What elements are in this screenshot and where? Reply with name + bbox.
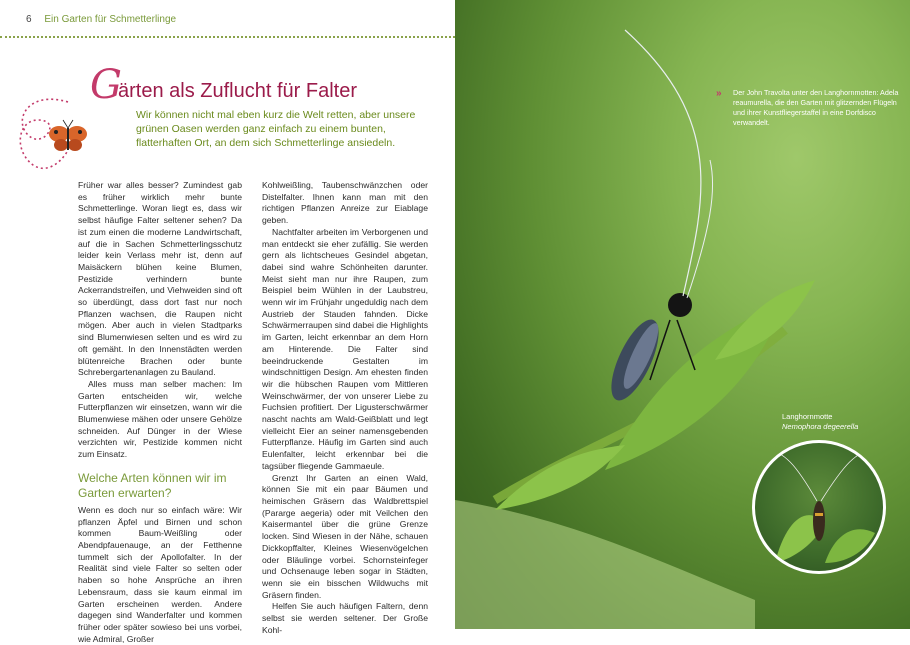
page-number: 6: [26, 14, 32, 25]
article-title: ärten als Zuflucht für Falter: [118, 80, 357, 102]
paragraph: Alles muss man selber machen: Im Garten entscheiden wir, welche Futterpflanzen wir einsetzen, wann wir die Blumenwiese mähen oder unsere Gehölze schneiden. Auf Dünger in der Wiese verzichten wir, Pestizide kommen nicht zum Einsatz.: [78, 378, 242, 460]
paragraph: Kohlweißling, Taubenschwänzchen oder Distelfalter. Ihnen kann man mit den richtigen Pflanzen Anreize zur Eiablage geben.: [262, 180, 428, 226]
paragraph: Wenn es doch nur so einfach wäre: Wir pflanzen Äpfel und Birnen und schon kommen Baum-Weißling oder Abendpfauenauge, an der Fetthenne tummelt sich der Apollofalter. In der Realität sind viele Falter so selten oder haben so hohe Ansprüche an ihren Lebensraum, dass sie kaum einmal im Garten erscheinen werden. Andere dagegen sind Wanderfalter und kommen früher oder später sowieso bei uns vorbei, wie Admiral, Großer: [78, 504, 242, 644]
paragraph: Grenzt Ihr Garten an einen Wald, können Sie mit ein paar Bäumen und heimischen Gräsern das Waldbrettspiel (Pararge aegeria) oder mit Veilchen den Kaisermantel über die grüne Grenze locken. Sind Wiesen in der Nähe, schauen Dickkopffalter, Kleines Wiesenvögelchen oder Bläulinge vorbei. Schornsteinfeger und Ochsenauge leben sogar in Städten, wenn sie ein bisschen Wildwuchs mit Gräsern finden.: [262, 472, 428, 600]
running-title: Ein Garten für Schmetterlinge: [44, 14, 177, 25]
left-page: [0, 0, 455, 644]
title-initial: G: [90, 62, 122, 108]
dotted-divider: [0, 36, 455, 38]
text-column-2: [262, 180, 428, 636]
paragraph: Helfen Sie auch häufigen Faltern, denn selbst sie werden seltener. Der Große Kohl-: [262, 601, 428, 635]
article-intro: Wir können nicht mal eben kurz die Welt retten, aber unsere grünen Oasen werden ganz einfach zu einem bunten, flatterhaften Ort, an dem sich Schmetterlinge ansiedeln.: [136, 109, 416, 149]
photo-caption: Der John Travolta unter den Langhornmotten: Adela reaumurella, die den Garten mit glitzernden Flügeln und ihrer Kunstfliegerstaffel in eine Dorfdisco verwandelt.: [733, 88, 899, 127]
inset-caption: [782, 412, 892, 432]
paragraph: Nachtfalter arbeiten im Verborgenen und man entdeckt sie eher zufällig. Sie werden gern als lichtscheues Gesindel abgetan, dabei sind wahre Schönheiten darunter. Meist sieht man nur ihre Raupen, zum Beispiel beim Wühlen in der Laubstreu, wenn wir im Frühjahr ungeduldig nach dem Austrieb der Stauden fahnden. Dicke Schwärmerraupen sind dabei die Highlights im Garten, leicht erkennbar an dem Horn am Hinterende. Die Falter sind beeindruckende Gestalten im windschnittigen Design. Am ehesten finden wir die hübschen Raupen vom Mittleren Weinschwärmer, der von unserer Liebe zu Fuchsien profitiert. Der Ligusterschwärmer nascht nachts am Wald-Geißblatt und legt vielleicht Eier an seiner namensgebenden Futterpflanze. Häufig im Garten sind auch Eulenfalter, leicht erkennbar bei die tagsüber fliegende Gammaeule.: [262, 226, 428, 471]
caption-arrow-icon: »: [716, 88, 722, 99]
text-column-1: [78, 180, 242, 645]
inset-moth-image: [755, 443, 883, 571]
butterfly-swirl-icon: [8, 80, 98, 180]
photo-page: [455, 0, 910, 629]
inset-species: Nemophora degeerella: [782, 422, 859, 431]
subheading: Welche Arten können wir im Garten erwarten?: [78, 470, 227, 500]
paragraph: Früher war alles besser? Zumindest gab es früher wirklich mehr bunte Schmetterlinge. Woran liegt es, dass wir selbst häufige Falter seltener sehen? Da ist zum einen die moderne Landwirtschaft, auf die in Sachen Schmetterlingsschutz leider kein Verlass mehr ist, denn auf Maisäckern blühen keine Blumen, Pestizide verhindern bunte Ackerrandstreifen, und Viehweiden sind oft so überdüngt, dass dort fast nur noch Pflanzen wachsen, die Raupen nicht mögen. Aber auch in vielen Stadtparks sind Blumenwiesen selten und es wird zu oft gemäht. In den Innenstädten werden blütenreiche Brachen oder bunte Schrebergartenanlagen zu Bauland.: [78, 180, 242, 378]
inset-title: Langhornmotte: [782, 412, 833, 421]
running-header: [26, 14, 176, 25]
inset-photo: [752, 440, 886, 574]
